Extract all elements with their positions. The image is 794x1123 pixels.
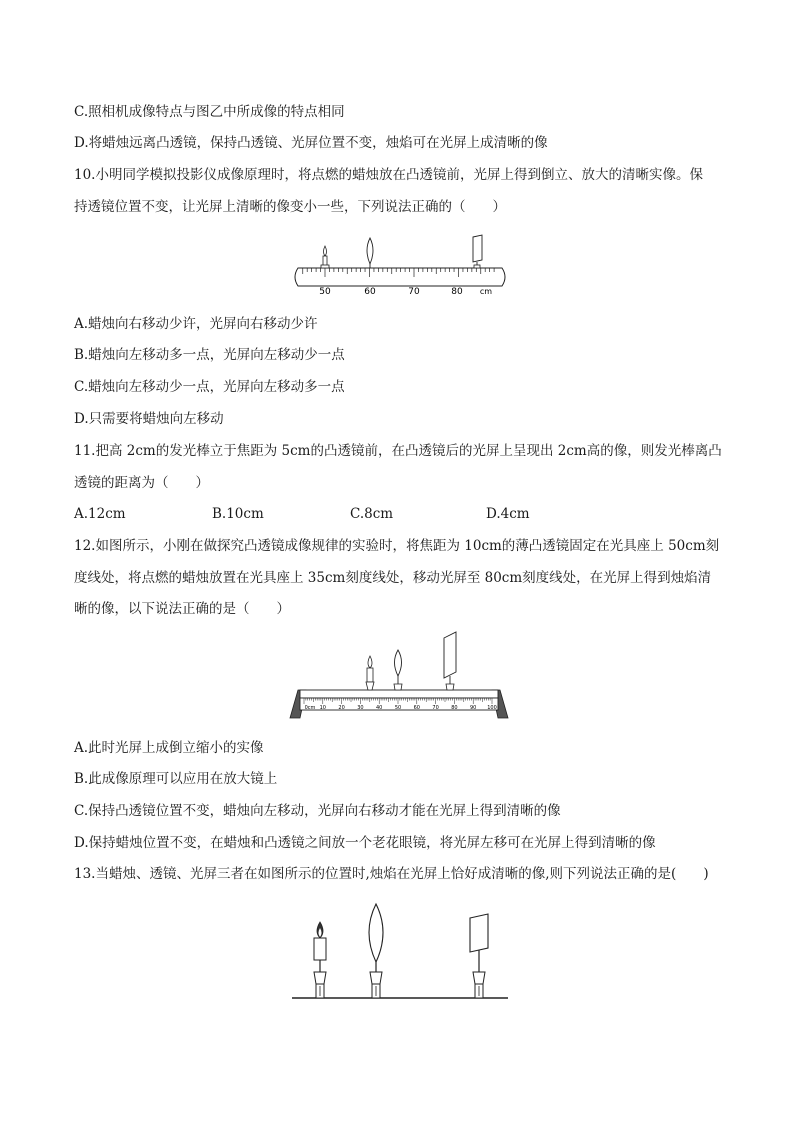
q11-option-b: B.10cm [212, 506, 264, 522]
q10-option-a: A.蜡烛向右移动少许，光屏向右移动少许 [74, 316, 318, 332]
convex-lens-icon [367, 238, 373, 268]
q12-stem-line2: 度线处，将点燃的蜡烛放置在光具座上 35cm刻度线处，移动光屏至 80cm刻度线处，在光屏上得到烛焰清 [74, 570, 712, 586]
bench-label: 40 [376, 705, 383, 711]
q12-figure-optical-bench [288, 628, 510, 722]
bench-label: 100 [487, 705, 497, 711]
q11-option-a: A.12cm [74, 506, 126, 522]
ruler-label-70: 70 [408, 287, 420, 297]
ruler-label-unit: cm [479, 287, 493, 296]
candle-icon [366, 656, 374, 690]
q9-option-c: C.照相机成像特点与图乙中所成像的特点相同 [74, 104, 345, 120]
bench-label: 60 [413, 705, 420, 711]
candle-icon [321, 246, 329, 268]
q12-stem-line1: 12.如图所示，小刚在做探究凸透镜成像规律的实验时，将焦距为 10cm的薄凸透镜固定在光具座上 50cm刻 [74, 538, 720, 554]
ruler-label-50: 50 [319, 287, 331, 297]
q10-option-c: C.蜡烛向左移动少一点，光屏向左移动多一点 [74, 379, 345, 395]
q11-option-d: D.4cm [486, 506, 530, 522]
q12-stem-line3: 晰的像，以下说法正确的是（ ） [74, 601, 290, 617]
q9-option-d: D.将蜡烛远离凸透镜，保持凸透镜、光屏位置不变，烛焰可在光屏上成清晰的像 [74, 135, 548, 151]
q12-option-a: A.此时光屏上成倒立缩小的实像 [74, 740, 264, 756]
light-screen-icon [473, 235, 482, 268]
light-screen-icon [470, 914, 488, 998]
candle-icon [314, 922, 326, 998]
convex-lens-icon [369, 904, 383, 998]
q13-figure-setup [290, 900, 510, 1004]
q12-option-d: D.保持蜡烛位置不变，在蜡烛和凸透镜之间放一个老花眼镜，将光屏左移可在光屏上得到清晰的像 [74, 835, 656, 851]
q11-stem-line1: 11.把高 2cm的发光棒立于焦距为 5cm的凸透镜前，在凸透镜后的光屏上呈现出 2cm高的像，则发光棒离凸 [74, 443, 722, 459]
bench-label: 90 [470, 705, 477, 711]
q11-option-c: C.8cm [350, 506, 394, 522]
q10-figure-optical-bench [290, 232, 510, 300]
light-screen-icon [444, 632, 456, 690]
bench-label: 20 [338, 705, 345, 711]
convex-lens-icon [394, 650, 402, 690]
ruler-label-60: 60 [364, 287, 376, 297]
bench-label: 70 [432, 705, 439, 711]
bench-label: 80 [451, 705, 458, 711]
q10-option-d: D.只需要将蜡烛向左移动 [74, 411, 224, 427]
q12-option-c: C.保持凸透镜位置不变，蜡烛向左移动，光屏向右移动才能在光屏上得到清晰的像 [74, 803, 561, 819]
q10-stem-line1: 10.小明同学模拟投影仪成像原理时，将点燃的蜡烛放在凸透镜前，光屏上得到倒立、放大的清晰实像。保 [74, 167, 703, 183]
q11-stem-line2: 透镜的距离为（ ） [74, 475, 209, 491]
bench-label: 30 [357, 705, 364, 711]
bench-label: 10 [319, 705, 326, 711]
q10-option-b: B.蜡烛向左移动多一点，光屏向左移动少一点 [74, 347, 345, 363]
bench-label: 50 [394, 705, 402, 711]
bench-label: 0cm [304, 705, 316, 711]
q13-stem-line1: 13.当蜡烛、透镜、光屏三者在如图所示的位置时,烛焰在光屏上恰好成清晰的像,则下列说法正确的是( ) [74, 866, 709, 882]
q10-stem-line2: 持透镜位置不变，让光屏上清晰的像变小一些，下列说法正确的（ ） [74, 199, 506, 215]
q12-option-b: B.此成像原理可以应用在放大镜上 [74, 771, 278, 787]
ruler-label-80: 80 [451, 287, 463, 297]
